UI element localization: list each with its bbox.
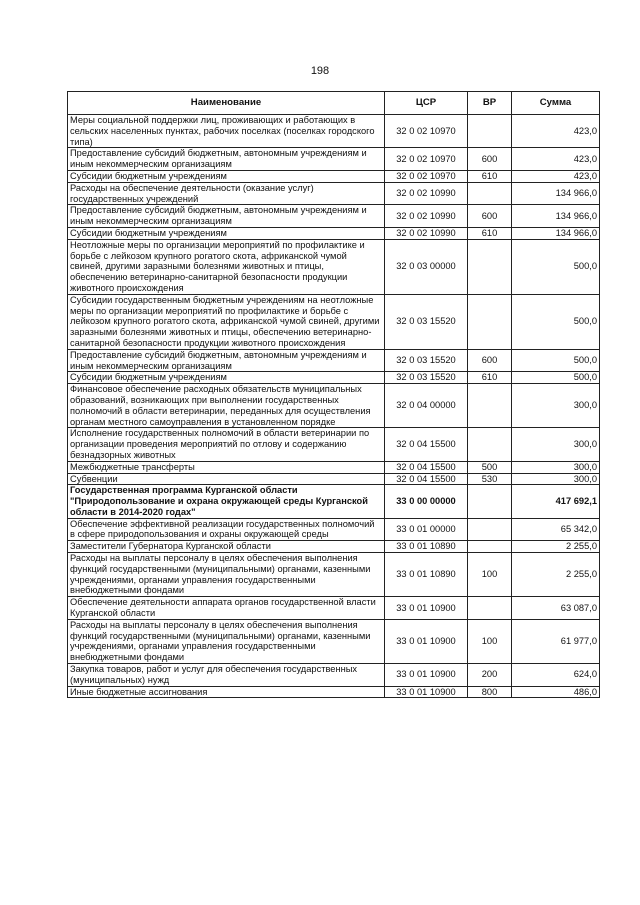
cell-vr: [468, 597, 512, 620]
cell-name: Субсидии бюджетным учреждениям: [68, 372, 385, 384]
cell-name: Межбюджетные трансферты: [68, 461, 385, 473]
cell-csr: 33 0 01 00000: [385, 518, 468, 541]
cell-vr: 610: [468, 227, 512, 239]
cell-sum: 423,0: [512, 148, 600, 171]
table-row: [68, 294, 600, 349]
column-header-csr: ЦСР: [385, 92, 468, 115]
cell-name: Предоставление субсидий бюджетным, автономным учреждениям и иным некоммерческим организациям: [68, 148, 385, 171]
cell-name: Государственная программа Курганской области "Природопользование и охрана окружающей среды Курганской области в 2014-2020 годах": [68, 485, 385, 518]
table-header-row: [68, 92, 600, 115]
cell-sum: 63 087,0: [512, 597, 600, 620]
table-row: [68, 148, 600, 171]
cell-name: Субвенции: [68, 473, 385, 485]
table-row: [68, 384, 600, 428]
table-row: [68, 349, 600, 372]
table-row: [68, 541, 600, 553]
cell-vr: 100: [468, 619, 512, 663]
cell-csr: 33 0 00 00000: [385, 485, 468, 518]
table-row: [68, 664, 600, 687]
cell-vr: [468, 541, 512, 553]
cell-vr: [468, 485, 512, 518]
cell-csr: 32 0 04 15500: [385, 461, 468, 473]
cell-name: Меры социальной поддержки лиц, проживающих и работающих в сельских населенных пунктах, рабочих поселках (поселках городского типа): [68, 115, 385, 148]
cell-vr: [468, 428, 512, 461]
cell-sum: 500,0: [512, 294, 600, 349]
cell-name: Предоставление субсидий бюджетным, автономным учреждениям и иным некоммерческим организациям: [68, 205, 385, 228]
cell-vr: [468, 182, 512, 205]
cell-vr: 500: [468, 461, 512, 473]
cell-csr: 32 0 03 15520: [385, 372, 468, 384]
cell-sum: 300,0: [512, 461, 600, 473]
cell-name: Субсидии государственным бюджетным учреждениям на неотложные меры по организации мероприятий по профилактике и борьбе с лейкозом крупного рогатого скота, африканской чумой свиней, другими заразными болезнями животных и птицы, обеспечению ветеринарно-санитарной безопасности продукции животного происхождения: [68, 294, 385, 349]
table-row: [68, 518, 600, 541]
cell-csr: 32 0 03 00000: [385, 239, 468, 294]
cell-sum: 134 966,0: [512, 182, 600, 205]
cell-csr: 33 0 01 10890: [385, 541, 468, 553]
cell-name: Закупка товаров, работ и услуг для обеспечения государственных (муниципальных) нужд: [68, 664, 385, 687]
cell-csr: 33 0 01 10900: [385, 664, 468, 687]
cell-name: Предоставление субсидий бюджетным, автономным учреждениям и иным некоммерческим организациям: [68, 349, 385, 372]
table-row: [68, 372, 600, 384]
cell-csr: 32 0 02 10970: [385, 115, 468, 148]
cell-vr: 800: [468, 686, 512, 698]
table-row: [68, 428, 600, 461]
table-row: [68, 686, 600, 698]
cell-vr: [468, 518, 512, 541]
table-row: [68, 619, 600, 663]
cell-csr: 32 0 04 00000: [385, 384, 468, 428]
cell-sum: 500,0: [512, 239, 600, 294]
table-row: [68, 473, 600, 485]
cell-csr: 32 0 02 10970: [385, 148, 468, 171]
cell-name: Неотложные меры по организации мероприятий по профилактике и борьбе с лейкозом крупного рогатого скота, африканской чумой свиней, другими заразными болезнями животных и птицы, обеспечению ветеринарно-санитарной безопасности продукции животного происхождения: [68, 239, 385, 294]
column-header-vr: ВР: [468, 92, 512, 115]
cell-sum: 2 255,0: [512, 541, 600, 553]
cell-name: Заместители Губернатора Курганской области: [68, 541, 385, 553]
table-row: [68, 597, 600, 620]
cell-csr: 32 0 02 10970: [385, 170, 468, 182]
cell-vr: 600: [468, 349, 512, 372]
cell-sum: 134 966,0: [512, 205, 600, 228]
cell-name: Обеспечение эффективной реализации государственных полномочий в сфере природопользования и охраны окружающей среды: [68, 518, 385, 541]
cell-vr: 600: [468, 205, 512, 228]
cell-vr: 610: [468, 170, 512, 182]
cell-sum: 486,0: [512, 686, 600, 698]
cell-csr: 32 0 03 15520: [385, 349, 468, 372]
cell-sum: 61 977,0: [512, 619, 600, 663]
cell-sum: 300,0: [512, 384, 600, 428]
cell-vr: [468, 294, 512, 349]
cell-vr: 100: [468, 553, 512, 597]
cell-vr: 600: [468, 148, 512, 171]
table-row: [68, 553, 600, 597]
cell-csr: 33 0 01 10900: [385, 619, 468, 663]
table-row: [68, 182, 600, 205]
table-row: [68, 485, 600, 518]
cell-vr: 200: [468, 664, 512, 687]
table-row: [68, 205, 600, 228]
table-row: [68, 115, 600, 148]
cell-csr: 33 0 01 10900: [385, 686, 468, 698]
cell-vr: [468, 239, 512, 294]
cell-sum: 417 692,1: [512, 485, 600, 518]
cell-name: Иные бюджетные ассигнования: [68, 686, 385, 698]
cell-name: Субсидии бюджетным учреждениям: [68, 170, 385, 182]
cell-vr: 610: [468, 372, 512, 384]
cell-sum: 624,0: [512, 664, 600, 687]
cell-csr: 33 0 01 10890: [385, 553, 468, 597]
cell-sum: 134 966,0: [512, 227, 600, 239]
cell-vr: [468, 115, 512, 148]
cell-name: Расходы на выплаты персоналу в целях обеспечения выполнения функций государственными (муниципальными) органами, казенными учреждениями, органами управления государственными внебюджетными фондами: [68, 553, 385, 597]
cell-name: Расходы на выплаты персоналу в целях обеспечения выполнения функций государственными (муниципальными) органами, казенными учреждениями, органами управления государственными внебюджетными фондами: [68, 619, 385, 663]
cell-name: Финансовое обеспечение расходных обязательств муниципальных образований, возникающих при выполнении государственных полномочий в области ветеринарии, переданных для осуществления органам местного самоуправления в установленном порядке: [68, 384, 385, 428]
cell-csr: 33 0 01 10900: [385, 597, 468, 620]
table-body: [68, 115, 600, 698]
table-row: [68, 239, 600, 294]
cell-name: Обеспечение деятельности аппарата органов государственной власти Курганской области: [68, 597, 385, 620]
column-header-sum: Сумма: [512, 92, 600, 115]
column-header-name: Наименование: [68, 92, 385, 115]
cell-vr: 530: [468, 473, 512, 485]
cell-sum: 500,0: [512, 372, 600, 384]
cell-name: Исполнение государственных полномочий в области ветеринарии по организации проведения мероприятий по отлову и содержанию безнадзорных животных: [68, 428, 385, 461]
cell-sum: 423,0: [512, 115, 600, 148]
cell-csr: 32 0 02 10990: [385, 182, 468, 205]
cell-csr: 32 0 04 15500: [385, 473, 468, 485]
cell-csr: 32 0 02 10990: [385, 205, 468, 228]
cell-sum: 300,0: [512, 428, 600, 461]
cell-name: Расходы на обеспечение деятельности (оказание услуг) государственных учреждений: [68, 182, 385, 205]
cell-sum: 423,0: [512, 170, 600, 182]
cell-csr: 32 0 04 15500: [385, 428, 468, 461]
cell-vr: [468, 384, 512, 428]
cell-sum: 2 255,0: [512, 553, 600, 597]
table-row: [68, 461, 600, 473]
cell-name: Субсидии бюджетным учреждениям: [68, 227, 385, 239]
cell-sum: 300,0: [512, 473, 600, 485]
cell-csr: 32 0 02 10990: [385, 227, 468, 239]
cell-sum: 500,0: [512, 349, 600, 372]
cell-csr: 32 0 03 15520: [385, 294, 468, 349]
budget-table: [67, 91, 600, 698]
table-row: [68, 227, 600, 239]
table-row: [68, 170, 600, 182]
page-number: 198: [310, 65, 330, 77]
cell-sum: 65 342,0: [512, 518, 600, 541]
